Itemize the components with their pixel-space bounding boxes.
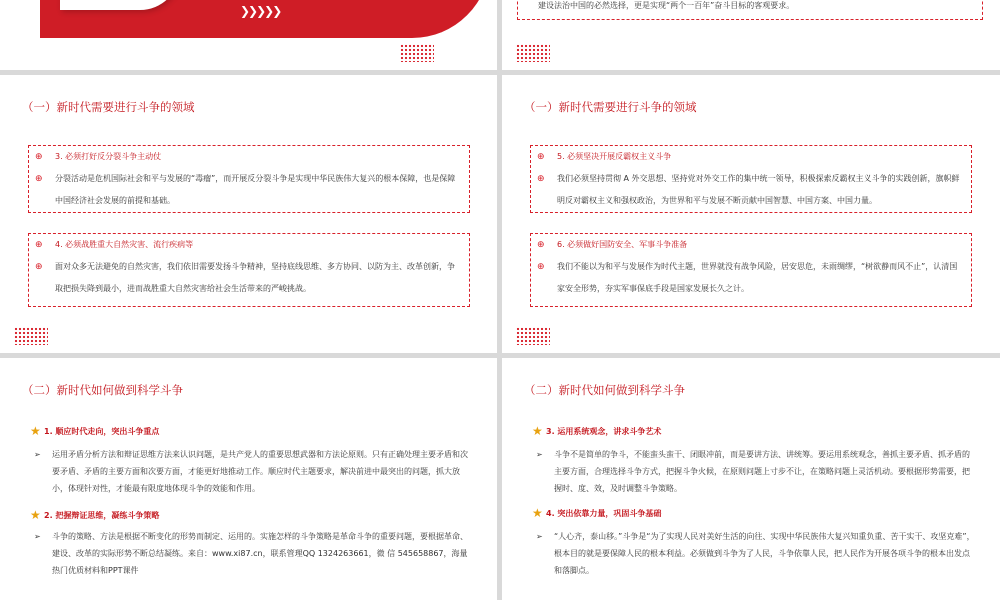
plus-circle-icon: ⊕ [35, 174, 43, 184]
item-body: 斗争不是简单的争斗，不能蛮头蛮干、闭眼冲前，而是要讲方法、讲统筹。要运用系统观念，善抓主要矛盾、抓矛盾的主要方面，合理选择斗争方式，把握斗争火候，在原则问题上寸步不让，在策略问题上灵活机动。要根据形势需要，把握时、度、效，及时调整斗争策略。 [554, 450, 970, 493]
dot-pattern [14, 327, 48, 345]
dot-pattern [400, 44, 434, 62]
content-card [530, 145, 972, 213]
chevron-arrows-icon: ❯❯❯❯❯ [240, 4, 281, 18]
slide-bottom-right[interactable] [502, 358, 1000, 600]
content-card [28, 233, 470, 307]
arrow-bullet-icon: ➢ [536, 532, 543, 541]
section-title: （一）新时代需要进行斗争的领域 [22, 100, 195, 114]
arrow-bullet-icon: ➢ [536, 450, 543, 459]
card-body: 面对众多无法避免的自然灾害，我们依旧需要发扬斗争精神，坚持底线思维、多方协同、以防为主、改革创新，争取把损失降到最小，进而战胜重大自然灾害给社会生活带来的严峻挑战。 [55, 262, 455, 293]
slide-top-left[interactable] [0, 0, 497, 70]
plus-circle-icon: ⊕ [35, 240, 43, 250]
item-heading: 3. 运用系统观念，讲求斗争艺术 [546, 426, 662, 436]
content-card [28, 145, 470, 213]
item-heading: 2. 把握辩证思维，凝练斗争策略 [44, 510, 160, 520]
card-heading: 3. 必须打好反分裂斗争主动仗 [55, 152, 162, 161]
arrow-bullet-icon: ➢ [34, 450, 41, 459]
plus-circle-icon: ⊕ [537, 152, 545, 162]
star-icon: ★ [30, 508, 41, 522]
dot-pattern [516, 327, 550, 345]
slide-middle-left[interactable] [0, 75, 497, 353]
star-icon: ★ [532, 424, 543, 438]
card-heading: 6. 必须做好国防安全、军事斗争准备 [557, 240, 688, 249]
section-title: （二）新时代如何做到科学斗争 [22, 383, 183, 397]
item-body-row [536, 528, 976, 579]
item-heading: 4. 突出依靠力量，巩固斗争基础 [546, 508, 662, 518]
content-card [530, 233, 972, 307]
section-title: （一）新时代需要进行斗争的领域 [524, 100, 697, 114]
item-body-row [536, 446, 976, 497]
plus-circle-icon: ⊕ [537, 262, 545, 272]
text-box-body: 建设法治中国的必然选择，更是实现“两个一百年”奋斗目标的客观要求。 [538, 1, 795, 10]
item-body-row [34, 446, 474, 497]
item-heading-row [532, 506, 661, 520]
item-heading-row [30, 508, 159, 522]
slide-middle-right[interactable] [502, 75, 1000, 353]
plus-circle-icon: ⊕ [35, 262, 43, 272]
arrow-bullet-icon: ➢ [34, 532, 41, 541]
card-body: 我们不能以为和平与发展作为时代主题，世界就没有战争风险，居安思危，未雨绸缪，“树欲静而风不止”，认清国家安全形势，夯实军事保底手段是国家发展长久之计。 [557, 262, 958, 293]
plus-circle-icon: ⊕ [35, 152, 43, 162]
slide-bottom-left[interactable] [0, 358, 497, 600]
card-heading: 4. 必须战胜重大自然灾害、流行疾病等 [55, 240, 194, 249]
item-body: 斗争的策略、方法是根据不断变化的形势而制定、运用的。实施怎样的斗争策略是革命斗争的重要问题，要根据革命、建设、改革的实际形势不断总结凝练。来自：www.xi87.cn，联系管理QQ 1324263661，微 信 545658867，海量热门优质材料和PPT课件 [52, 532, 468, 575]
section-title: （二）新时代如何做到科学斗争 [524, 383, 685, 397]
card-body: 我们必须坚持贯彻 A 外交思想、坚持党对外交工作的集中统一领导，积极探索反霸权主义斗争的实践创新，旗帜鲜明反对霸权主义和强权政治，为世界和平与发展不断贡献中国智慧、中国方案、中国力量。 [557, 174, 960, 205]
item-heading-row [30, 424, 159, 438]
item-heading: 1. 顺应时代走向，突出斗争重点 [44, 426, 160, 436]
item-body-row [34, 528, 474, 579]
star-icon: ★ [30, 424, 41, 438]
slide-top-right[interactable] [502, 0, 1000, 70]
star-icon: ★ [532, 506, 543, 520]
card-body: 分裂活动是危机国际社会和平与发展的“毒瘤”，而开展反分裂斗争是实现中华民族伟大复兴的根本保障，也是保障中国经济社会发展的前提和基础。 [55, 174, 456, 205]
dot-pattern [516, 44, 550, 62]
text-box [517, 0, 983, 20]
plus-circle-icon: ⊕ [537, 174, 545, 184]
item-body: 运用矛盾分析方法和辩证思维方法来认识问题，是共产党人的重要思想武器和方法论原则。只有正确处理主要矛盾和次要矛盾、矛盾的主要方面和次要方面，才能更好地推动工作。顺应时代主题要求，解决前进中最突出的问题，抓大放小，体现针对性，才能最有限度地体现斗争的效能和作用。 [52, 450, 468, 493]
item-heading-row [532, 424, 661, 438]
card-heading: 5. 必须坚决开展反霸权主义斗争 [557, 152, 672, 161]
item-body: “人心齐，泰山移。”斗争是“为了实现人民对美好生活的向往、实现中华民族伟大复兴知重负重、苦干实干、攻坚克难”，根本目的就是要保障人民的根本利益。必须做到斗争为了人民，斗争依靠人民，把人民作为开展各项斗争的根本出发点和落脚点。 [554, 532, 975, 575]
plus-circle-icon: ⊕ [537, 240, 545, 250]
